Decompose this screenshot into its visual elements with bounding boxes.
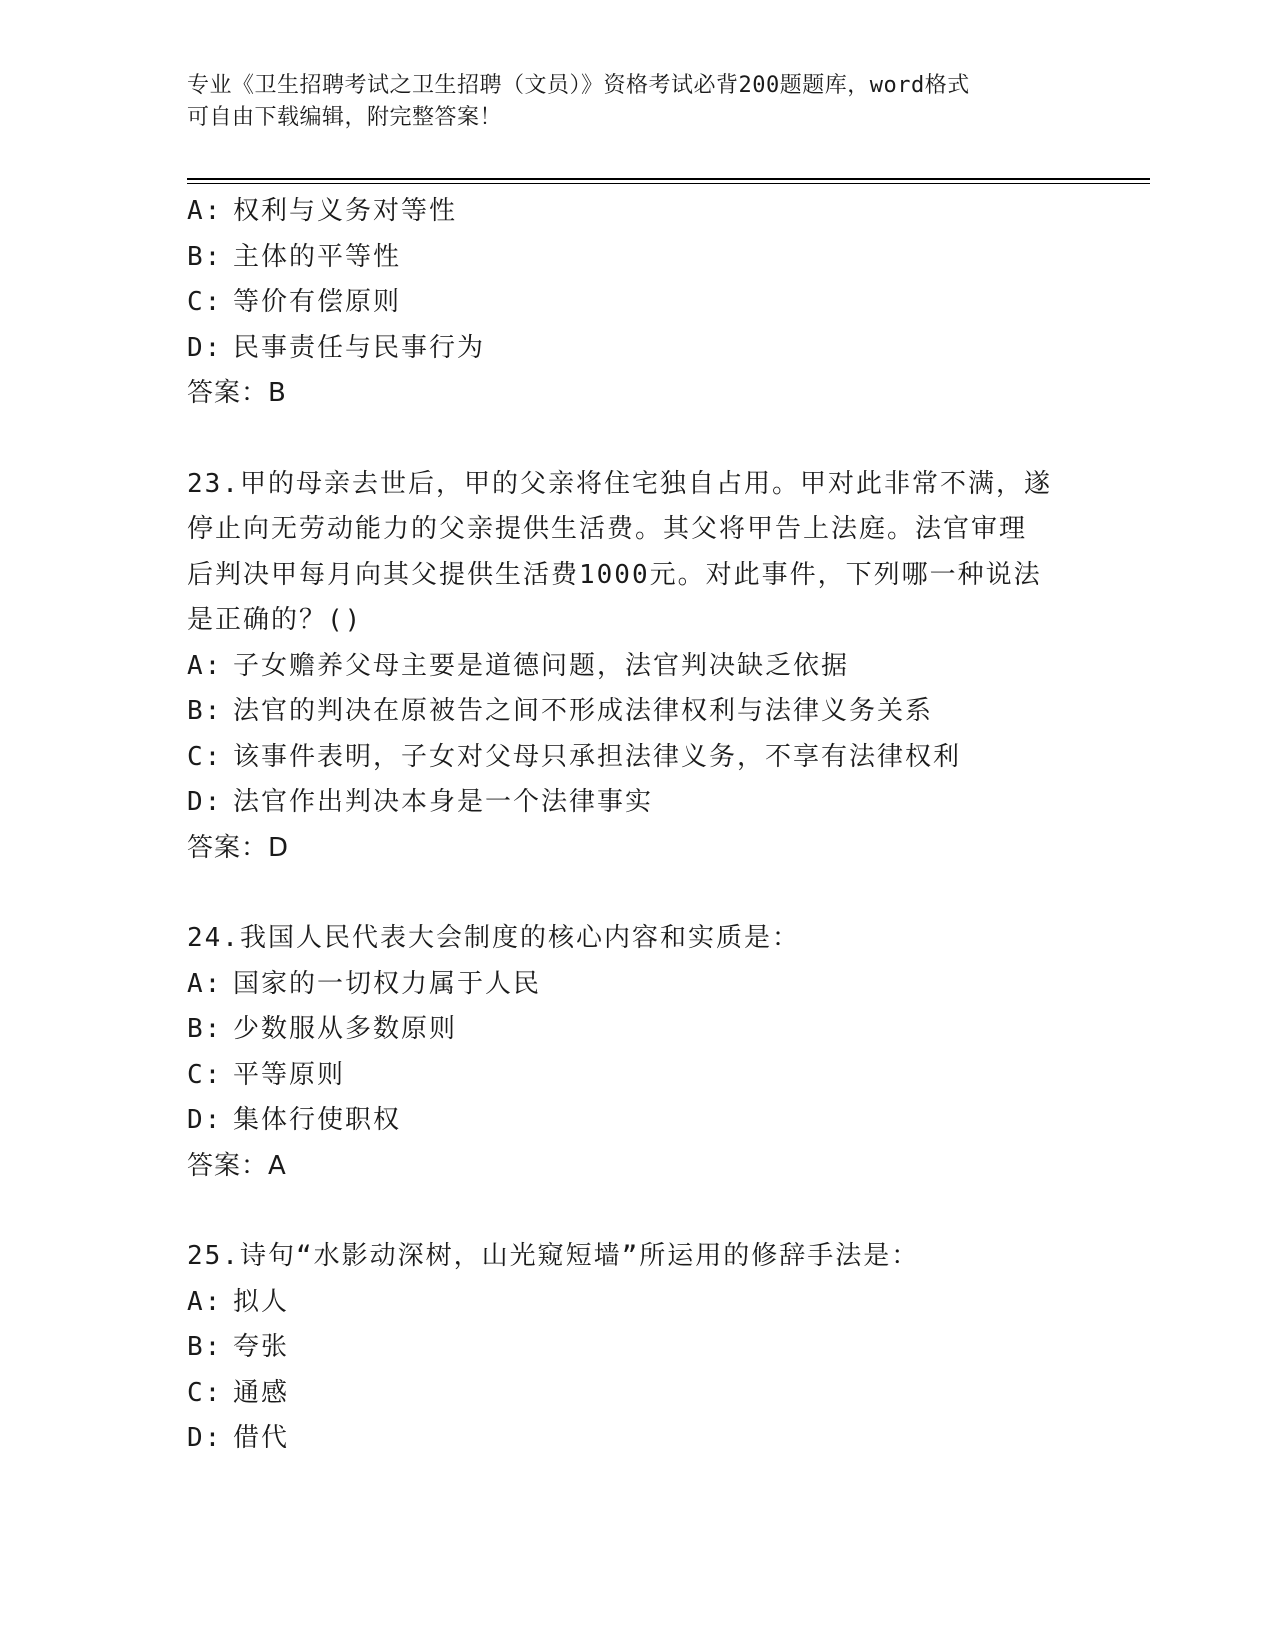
- answer-option: [187, 962, 1087, 1008]
- question-list: [187, 189, 1087, 1462]
- answer-option: [187, 189, 1087, 235]
- answer-key: 答案：A: [187, 1150, 287, 1181]
- option-letter: A:: [187, 650, 223, 681]
- option-letter: C:: [187, 741, 223, 772]
- question-stem-line: 停止向无劳动能力的父亲提供生活费。其父将甲告上法庭。法官审理: [187, 514, 1028, 544]
- option-text: 借代: [233, 1423, 290, 1453]
- question-stem-line: 后判决甲每月向其父提供生活费1000元。对此事件，下列哪一种说法: [187, 559, 1042, 590]
- question-stem-line: 是正确的？(): [187, 605, 363, 635]
- answer-option: [187, 1007, 1087, 1053]
- question-stem-line: 23.甲的母亲去世后，甲的父亲将住宅独自占用。甲对此非常不满，遂: [187, 468, 1052, 499]
- answer-key: 答案：B: [187, 378, 287, 408]
- option-letter: B:: [187, 1014, 223, 1044]
- answer-option: [187, 1280, 1087, 1326]
- answer-option: [187, 1325, 1087, 1371]
- answer-option: [187, 1371, 1087, 1417]
- option-letter: A:: [187, 1286, 223, 1317]
- question-stem-line: 24.我国人民代表大会制度的核心内容和实质是：: [187, 923, 800, 953]
- option-letter: B:: [187, 1332, 223, 1362]
- question-block: [187, 916, 1087, 1189]
- option-text: 拟人: [233, 1286, 290, 1317]
- answer-option: [187, 326, 1087, 372]
- answer-option: [187, 1416, 1087, 1462]
- answer-option: [187, 280, 1087, 326]
- option-text: 该事件表明，子女对父母只承担法律义务，不享有法律权利: [233, 741, 962, 772]
- option-text: 主体的平等性: [233, 241, 402, 272]
- option-text: 法官的判决在原被告之间不形成法律权利与法律义务关系: [233, 696, 934, 726]
- option-text: 通感: [233, 1377, 290, 1408]
- option-text: 等价有偿原则: [233, 287, 402, 317]
- option-letter: C:: [187, 287, 223, 317]
- header-line-1: 专业《卫生招聘考试之卫生招聘（文员）》资格考试必背200题题库，word格式: [187, 73, 970, 98]
- option-text: 权利与义务对等性: [233, 196, 458, 226]
- option-text: 平等原则: [233, 1059, 346, 1090]
- question-block: [187, 1234, 1087, 1462]
- option-letter: A:: [187, 968, 223, 999]
- option-letter: D:: [187, 1105, 223, 1135]
- option-text: 少数服从多数原则: [233, 1014, 458, 1044]
- option-text: 法官作出判决本身是一个法律事实: [233, 787, 654, 817]
- option-text: 子女赡养父母主要是道德问题，法官判决缺乏依据: [233, 650, 850, 681]
- option-text: 集体行使职权: [233, 1105, 402, 1135]
- header-line-2: 可自由下载编辑，附完整答案！: [187, 105, 503, 130]
- question-block: [187, 189, 1087, 417]
- answer-key: 答案：D: [187, 832, 290, 863]
- header-divider-thick: [187, 178, 1150, 180]
- option-text: 国家的一切权力属于人民: [233, 968, 542, 999]
- answer-option: [187, 780, 1087, 826]
- option-text: 夸张: [233, 1332, 290, 1362]
- header-divider-thin: [187, 183, 1150, 184]
- answer-option: [187, 235, 1087, 281]
- answer-option: [187, 735, 1087, 781]
- option-letter: C:: [187, 1377, 223, 1408]
- option-letter: D:: [187, 332, 223, 363]
- option-letter: B:: [187, 241, 223, 272]
- option-letter: A:: [187, 196, 223, 226]
- answer-option: [187, 689, 1087, 735]
- question-stem-line: 25.诗句“水影动深树，山光窥短墙”所运用的修辞手法是：: [187, 1241, 920, 1271]
- option-letter: D:: [187, 787, 223, 817]
- option-text: 民事责任与民事行为: [233, 332, 486, 363]
- answer-option: [187, 1053, 1087, 1099]
- option-letter: B:: [187, 696, 223, 726]
- answer-option: [187, 1098, 1087, 1144]
- question-block: [187, 462, 1087, 872]
- document-header: [187, 70, 1067, 134]
- option-letter: C:: [187, 1059, 223, 1090]
- option-letter: D:: [187, 1423, 223, 1453]
- answer-option: [187, 644, 1087, 690]
